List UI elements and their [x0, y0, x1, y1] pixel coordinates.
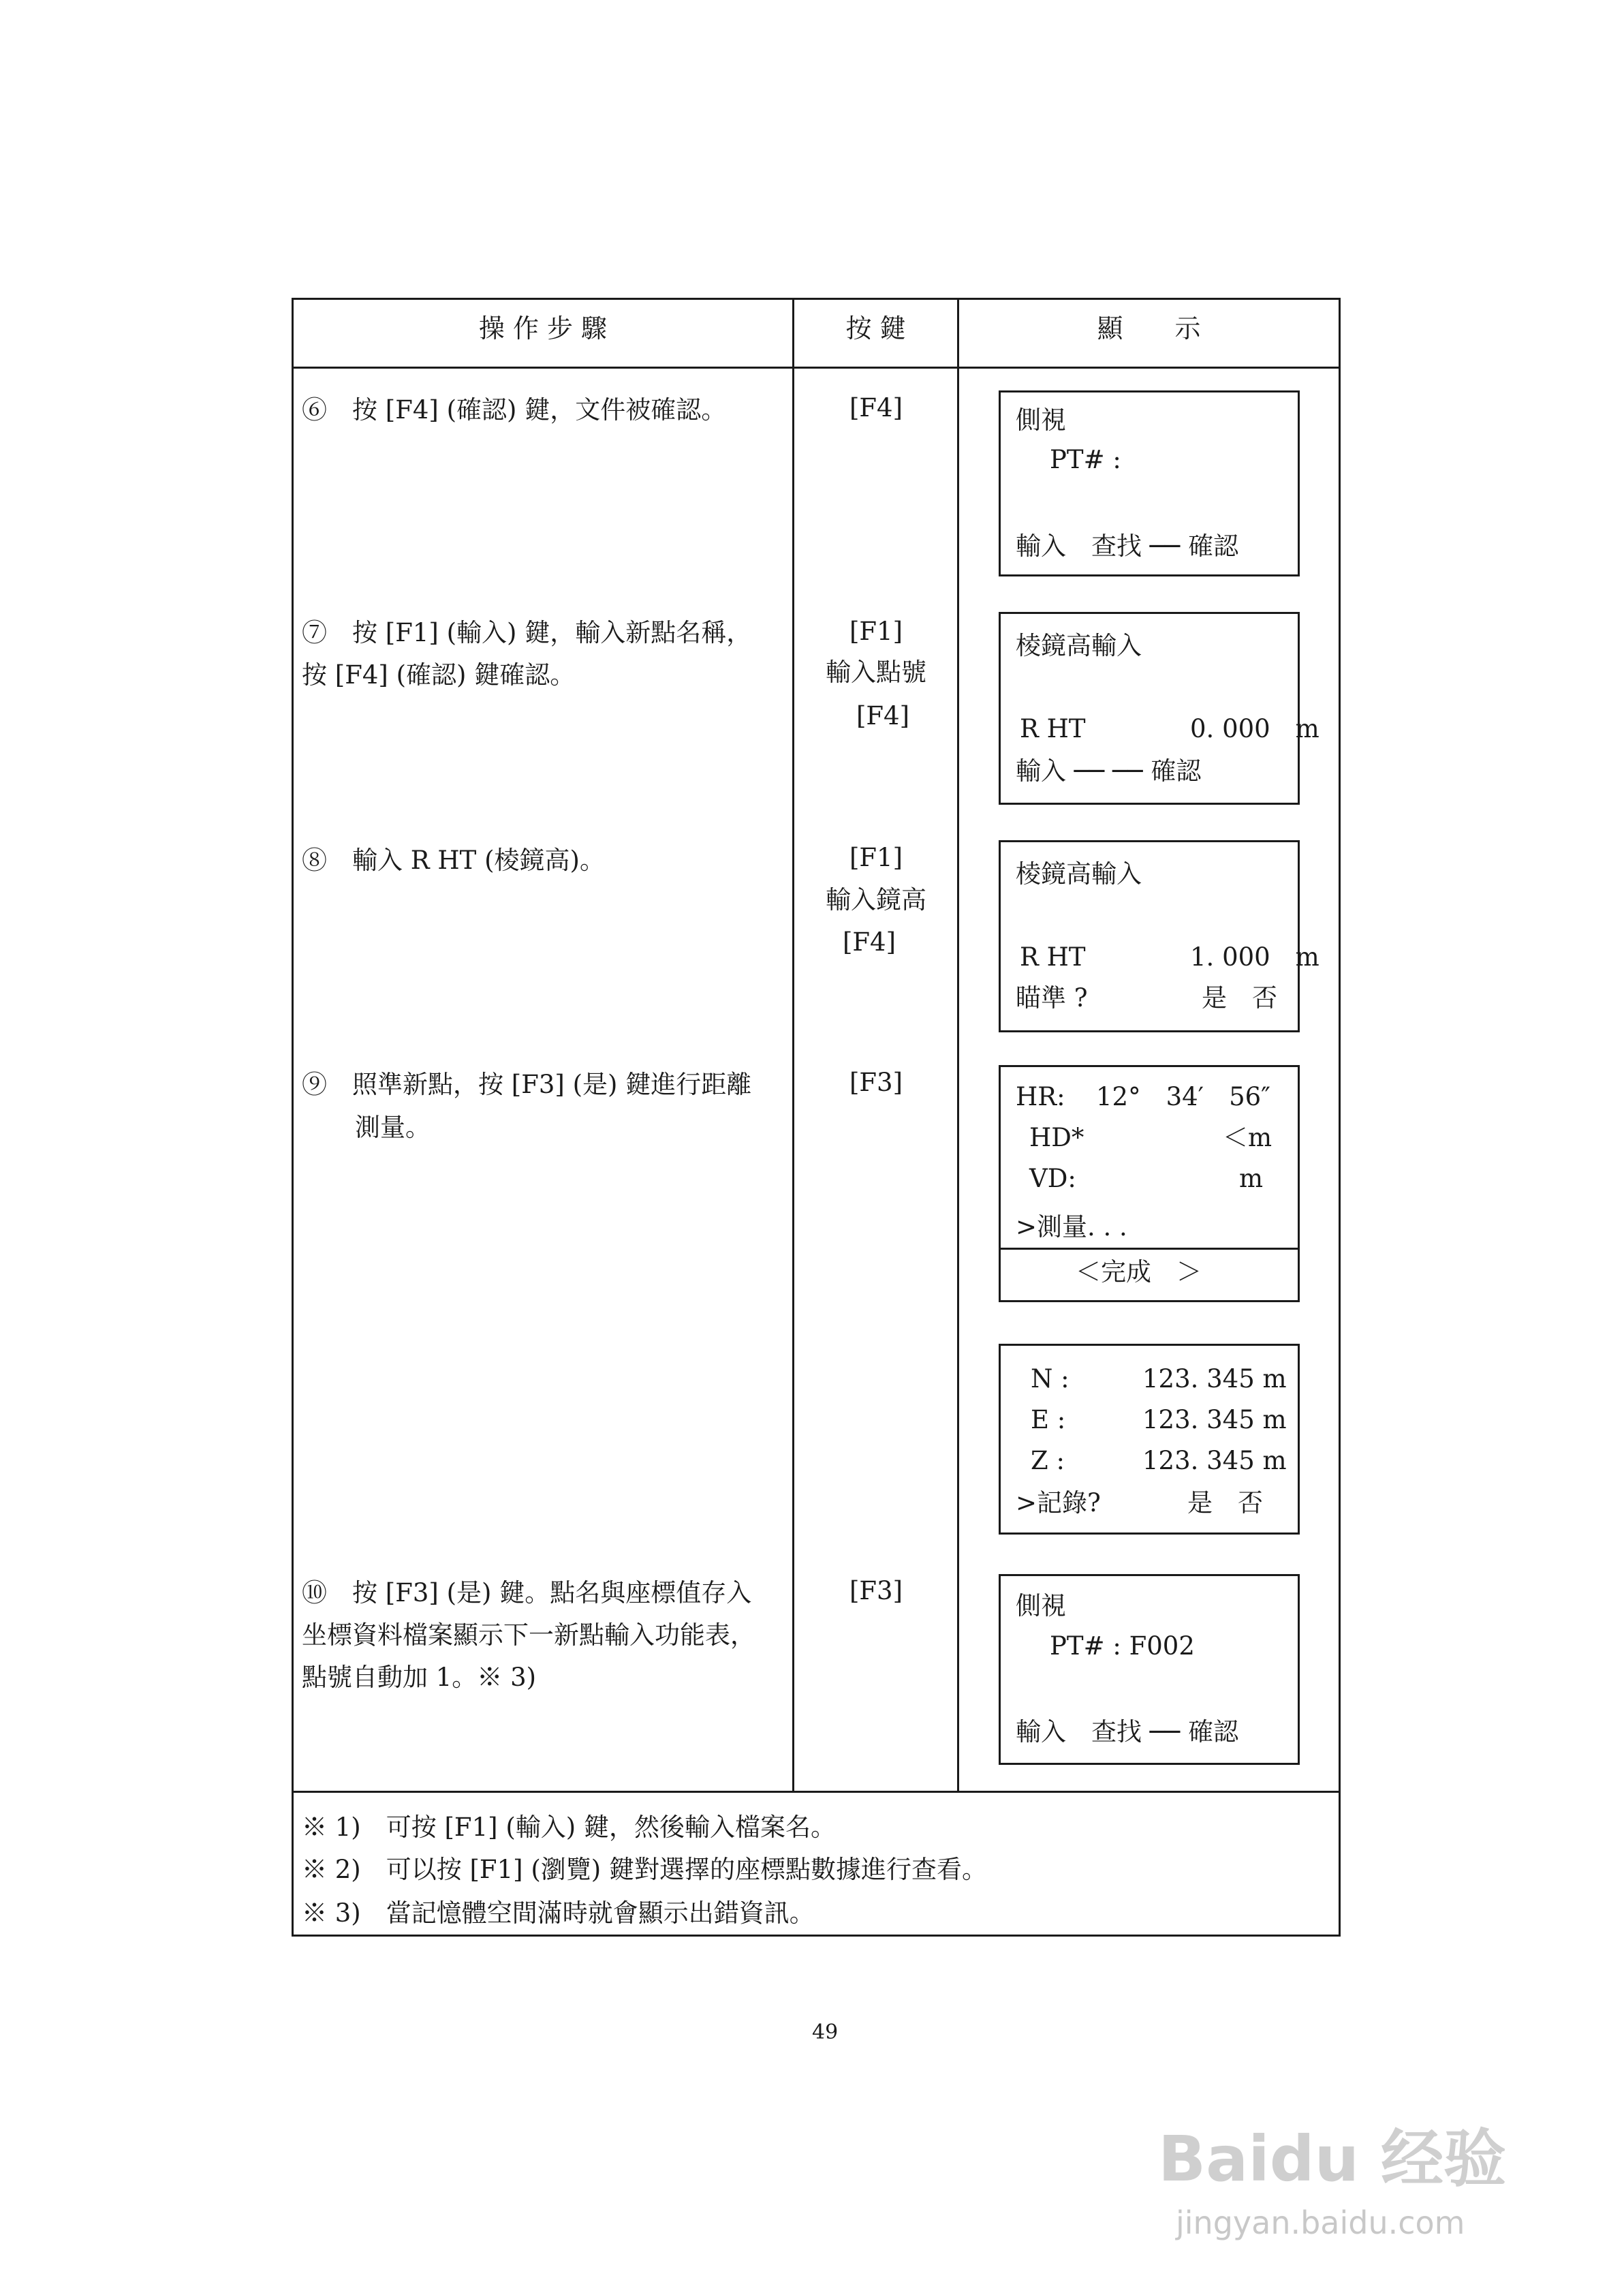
screen-line: 輸入 查找 ── 確認	[1016, 532, 1239, 561]
step-text: ⑨ 照準新點，按 [F3] (是) 鍵進行距離	[302, 1070, 752, 1099]
screen-line: 123. 345 m	[1142, 1364, 1287, 1393]
step-text: ⑩ 按 [F3] (是) 鍵。點名與座標值存入	[302, 1578, 752, 1607]
screen-line: N :	[1031, 1364, 1069, 1393]
footnote: ※ 2) 可以按 [F1] (瀏覽) 鍵對選擇的座標點數據進行查看。	[302, 1855, 987, 1884]
screen-line: m	[1239, 1164, 1264, 1193]
key-label: [F4]	[849, 393, 903, 422]
screen-line: >測量. . .	[1016, 1212, 1127, 1242]
screen-line: HD*	[1029, 1123, 1084, 1152]
screen-line: E :	[1031, 1405, 1066, 1434]
key-label: 輸入鏡高	[826, 885, 926, 914]
step-text: 按 [F4] (確認) 鍵確認。	[302, 660, 576, 690]
screen-line: VD:	[1029, 1164, 1076, 1193]
step-text: ⑥ 按 [F4] (確認) 鍵，文件被確認。	[302, 395, 727, 425]
screen-line: 側視	[1016, 405, 1066, 435]
step-text: 點號自動加 1。※ 3)	[302, 1663, 537, 1692]
display-screen	[999, 1574, 1300, 1765]
screen-line: 瞄準 ?	[1016, 983, 1088, 1013]
display-screen	[999, 612, 1320, 805]
key-label: [F4]	[856, 701, 910, 730]
screen-line: PT# :	[1050, 445, 1121, 474]
screen-line: ＜完成 ＞	[1076, 1257, 1202, 1287]
page-number: 49	[812, 2020, 839, 2044]
screen-line: 棱鏡高輸入	[1016, 859, 1142, 889]
screen-line: ＜m	[1223, 1123, 1272, 1152]
step-text: ⑦ 按 [F1] (輸入) 鍵，輸入新點名稱，	[302, 618, 752, 647]
key-label: [F3]	[849, 1576, 903, 1605]
screen-line: 123. 345 m	[1142, 1405, 1287, 1434]
display-screen-result	[999, 1344, 1300, 1535]
screen-line: 是 否	[1187, 1488, 1263, 1518]
step-text: 坐標資料檔案顯示下一新點輸入功能表，	[302, 1620, 755, 1650]
screen-divider	[1001, 1248, 1298, 1250]
column-header-steps: 操 作 步 驟	[478, 313, 608, 343]
screen-line: 1. 000 m	[1190, 942, 1320, 972]
screen-line: HR:	[1016, 1082, 1065, 1111]
display-screen	[999, 1065, 1300, 1302]
column-header-display: 顯 示	[1097, 313, 1201, 343]
step-text: ⑧ 輸入 R HT (棱鏡高)。	[302, 846, 605, 875]
screen-line: R HT	[1020, 714, 1086, 743]
screen-line: 輸入 ── ── 確認	[1016, 756, 1202, 786]
screen-line: >記錄?	[1016, 1488, 1101, 1518]
screen-line: PT# : F002	[1050, 1631, 1195, 1661]
screen-line: 棱鏡高輸入	[1016, 631, 1142, 660]
screen-line: 是 否	[1202, 983, 1277, 1013]
footnote: ※ 1) 可按 [F1] (輸入) 鍵，然後輸入檔案名。	[302, 1813, 836, 1842]
watermark-url: jingyan.baidu.com	[1176, 2204, 1465, 2241]
key-label: [F4]	[842, 927, 896, 957]
screen-line: 123. 345 m	[1142, 1446, 1287, 1475]
step-text: 測量。	[355, 1113, 431, 1142]
footnote: ※ 3) 當記憶體空間滿時就會顯示出錯資訊。	[302, 1898, 815, 1928]
screen-line: 側視	[1016, 1591, 1066, 1620]
screen-line: R HT	[1020, 942, 1086, 972]
watermark-logo: Baidu 经验	[1158, 2123, 1507, 2196]
display-screen	[999, 840, 1320, 1032]
screen-line: 輸入 查找 ── 確認	[1016, 1717, 1239, 1746]
key-label: [F3]	[849, 1068, 903, 1097]
column-header-keys: 按 鍵	[845, 313, 906, 343]
key-label: 輸入點號	[826, 658, 926, 687]
key-label: [F1]	[849, 843, 903, 872]
screen-line: 12° 34′ 56″	[1096, 1082, 1270, 1111]
screen-line: Z :	[1031, 1446, 1065, 1475]
key-label: [F1]	[849, 617, 903, 646]
screen-line: 0. 000 m	[1190, 714, 1320, 743]
display-screen	[999, 390, 1300, 576]
